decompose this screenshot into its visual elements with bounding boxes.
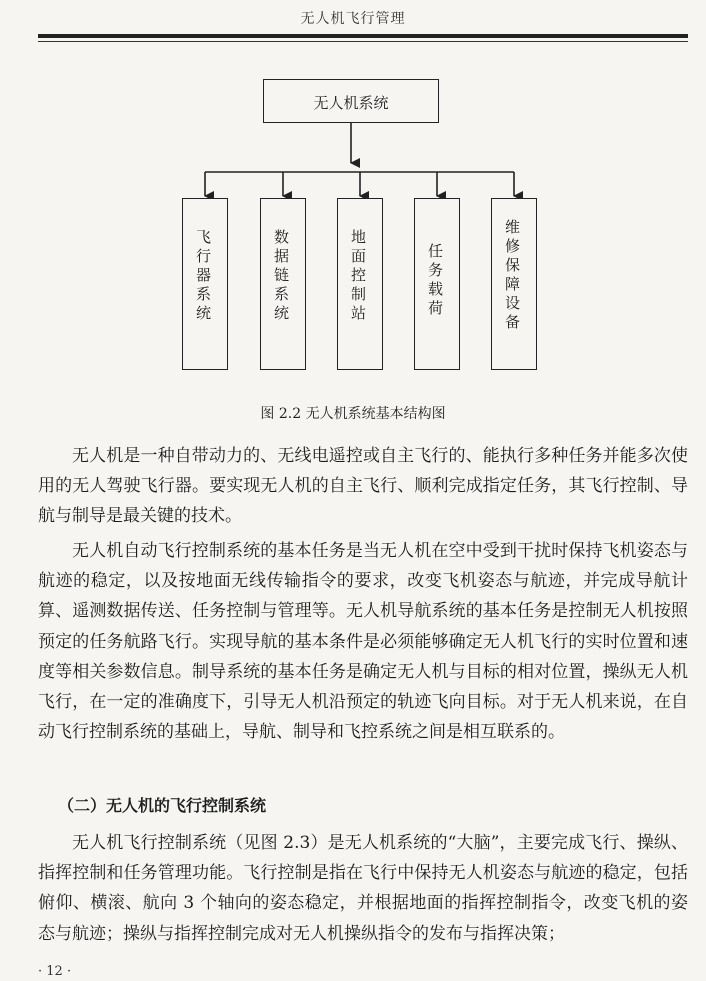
- diagram-label: 地面控制站: [349, 229, 367, 324]
- diagram-label: 飞行器系统: [194, 229, 212, 324]
- paragraph-flight-control-tasks: 无人机自动飞行控制系统的基本任务是当无人机在空中受到干扰时保持飞机姿态与航迹的稳定，以及按地面无线传输指令的要求，改变飞机姿态与航迹，并完成导航计算、遥测数据传送、任务控制与管理等。无人机导航系统的基本任务是控制无人机按照预定的任务航路飞行。实现导航的基本条件是必须能够确定无人机飞行的实时位置和速度等相关参数信息。制导系统的基本任务是确定无人机与目标的相对位置，操纵无人机飞行，在一定的准确度下，引导无人机沿预定的轨迹飞向目标。对于无人机来说，在自动飞行控制系统的基础上，导航、制导和飞控系统之间是相互联系的。: [38, 541, 688, 743]
- diagram-box-maintenance-support: [491, 198, 537, 370]
- diagram-root-box: [263, 79, 439, 123]
- paragraph-flight-control-system: 无人机飞行控制系统（见图 2.3）是无人机系统的“大脑”，主要完成飞行、操纵、指挥控制和任务管理功能。飞行控制是指在飞行中保持无人机姿态与航迹的稳定，包括俯仰、横滚、航向 3 个轴向的姿态稳定，并根据地面的指挥控制指令，改变飞机的姿态与航迹；操纵与指挥控制完成对无人机操纵指令的发布与指挥决策；: [38, 833, 688, 944]
- diagram-box-datalink-system: [260, 198, 306, 370]
- running-header: 无人机飞行管理: [300, 11, 406, 27]
- page-number: · 12 ·: [38, 964, 72, 979]
- diagram-label: 维修保障设备: [503, 219, 521, 333]
- diagram-box-ground-control-station: [337, 198, 383, 370]
- diagram-label: 任务载荷: [426, 243, 444, 319]
- diagram-box-mission-payload: [414, 198, 460, 370]
- section-heading: （二）无人机的飞行控制系统: [58, 796, 267, 815]
- diagram-box-aircraft-system: [182, 198, 228, 370]
- diagram-root-label: 无人机系统: [313, 94, 389, 112]
- paragraph-intro: 无人机是一种自带动力的、无线电遥控或自主飞行的、能执行多种任务并能多次使用的无人驾驶飞行器。要实现无人机的自主飞行、顺利完成指定任务，其飞行控制、导航与制导是最关键的技术。: [38, 446, 688, 527]
- diagram-label: 数据链系统: [272, 229, 290, 324]
- figure-caption: 图 2.2 无人机系统基本结构图: [260, 406, 446, 422]
